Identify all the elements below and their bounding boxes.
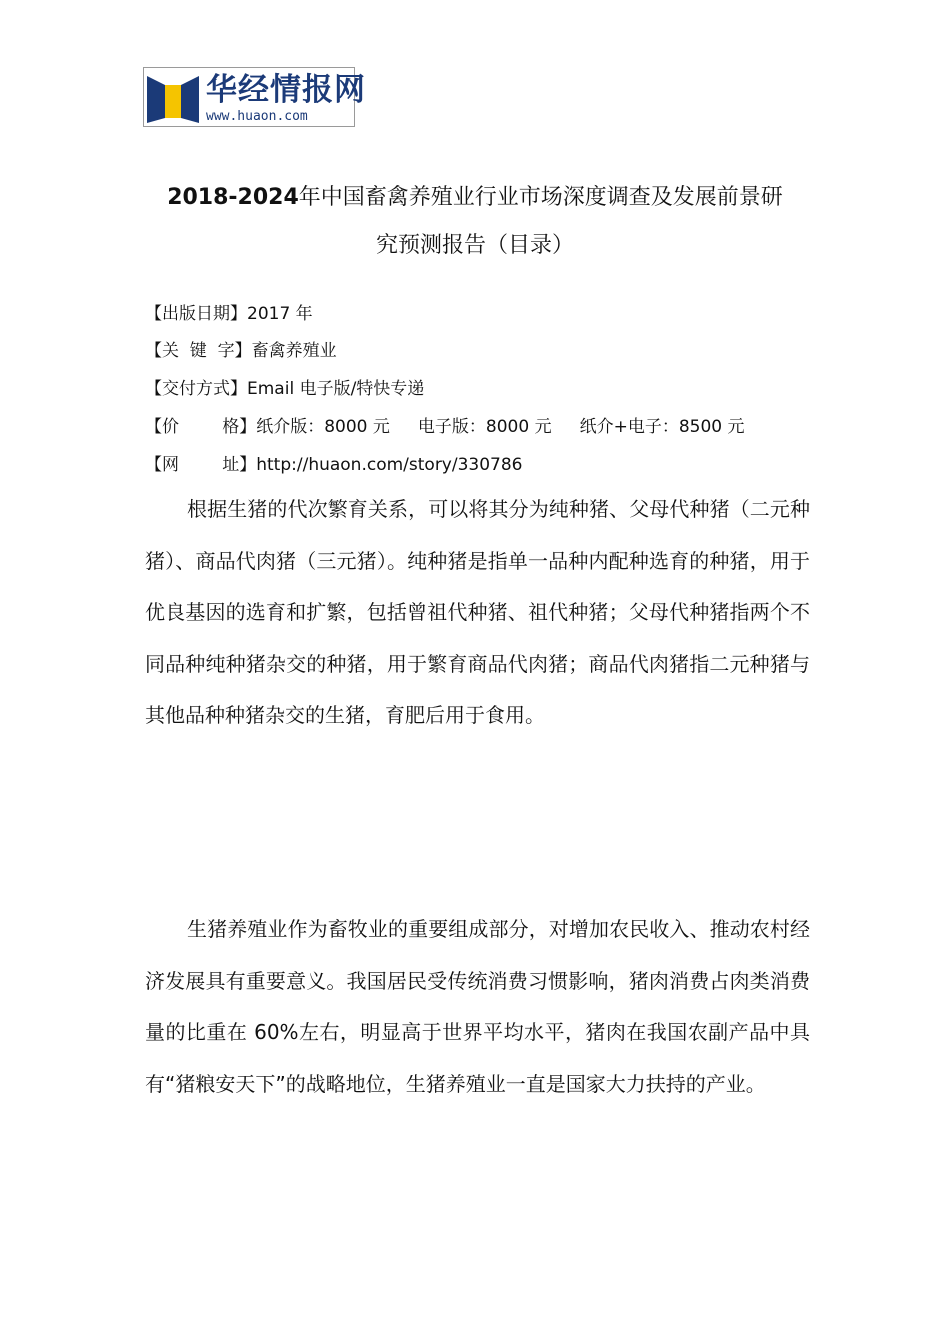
logo-url: www.huaon.com (206, 109, 308, 124)
paragraph-pig-industry-importance: 生猪养殖业作为畜牧业的重要组成部分，对增加农民收入、推动农村经济发展具有重要意义。我国居民受传统消费习惯影响，猪肉消费占肉类消费量的比重在 60%左右，明显高于世界平均水平，猪肉在我国农副产品中具有“猪粮安天下”的战略地位，生猪养殖业一直是国家大力扶持的产业。 (145, 917, 810, 1096)
paragraph-pig-classification: 根据生猪的代次繁育关系，可以将其分为纯种猪、父母代种猪（二元种猪）、商品代肉猪（三元猪）。纯种猪是指单一品种内配种选育的种猪，用于优良基因的选育和扩繁，包括曾祖代种猪、祖代种猪；父母代种猪指两个不同品种纯种猪杂交的种猪，用于繁育商品代肉猪；商品代肉猪指二元种猪与其他品种种猪杂交的生猪，育肥后用于食用。 (145, 497, 810, 727)
meta-price-paper: 纸介版：8000 元 (256, 417, 390, 437)
meta-keyword (145, 340, 337, 362)
huaon-logo (143, 67, 366, 127)
meta-url (145, 454, 523, 476)
meta-price-label: 【价 格】 (145, 417, 257, 437)
meta-price-both: 纸介+电子：8500 元 (579, 417, 745, 437)
meta-keyword-value: 畜禽养殖业 (251, 341, 337, 361)
meta-keyword-label: 【关 键 字】 (145, 341, 252, 361)
meta-price-electronic: 电子版：8000 元 (417, 417, 552, 437)
report-title-line-2: 究预测报告（目录） (375, 233, 574, 258)
meta-price (145, 416, 745, 438)
meta-date (145, 303, 313, 325)
report-title-line-1 (140, 183, 810, 213)
logo-mark-icon (147, 73, 199, 123)
meta-url-link[interactable]: http://huaon.com/story/330786 (256, 455, 523, 475)
meta-date-label: 【出版日期】 (145, 304, 247, 324)
title-rest: 年中国畜禽养殖业行业市场深度调查及发展前景研 (298, 185, 783, 210)
meta-delivery-value: Email 电子版/特快专递 (247, 379, 425, 399)
meta-date-value: 2017 年 (247, 304, 313, 324)
meta-delivery (145, 378, 424, 400)
title-year-range: 2018-2024 (167, 185, 299, 210)
meta-url-label: 【网 址】 (145, 455, 257, 475)
logo-name: 华经情报网 (206, 72, 366, 108)
meta-delivery-label: 【交付方式】 (145, 379, 247, 399)
